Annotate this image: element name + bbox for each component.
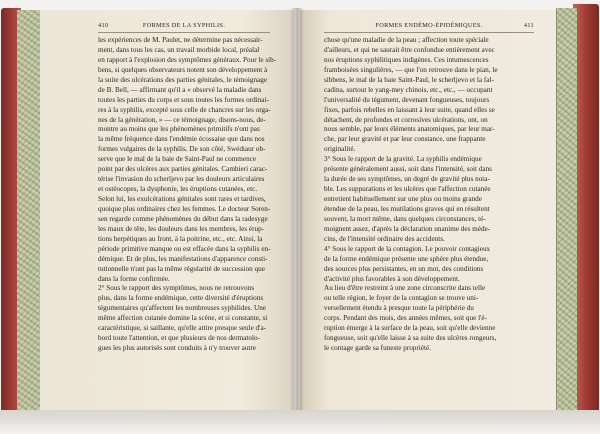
text-line: chose qu'une maladie de la peau ; affection toute spéciale: [324, 36, 489, 44]
text-line: et ostéocopes, la dysphonie, les éruptions cutanées, etc.: [98, 185, 258, 194]
text-line: de la forme endémique présente une sphère plus étendue,: [324, 254, 489, 263]
right-page-header: [324, 22, 534, 33]
text-line: caractéristique, si saillante, qu'elle attire presque seule d'a-: [98, 324, 267, 333]
text-line: ble. Les suppurations et les ulcères que l'affection cutanée: [324, 185, 491, 194]
text-line: ment, dans tous les cas, un travail morbide local, préalal: [98, 45, 260, 54]
text-line: framboisées singulières, — que l'on retrouve dans le pian, le: [324, 65, 498, 74]
text-line: sibbens, le mal de la baie Saint-Paul, le scherljevo et la fal-: [324, 75, 494, 84]
text-line: démique. Et de plus, les manifestations d'apparence consti-: [98, 254, 268, 263]
text-line: montre au moins que les phénomènes primitifs n'ont pas: [98, 125, 260, 134]
text-line: des sources plus persistantes, en un mot, des conditions: [324, 264, 484, 273]
text-line: res à la syphilis, excepté sous celle de chancres sur les orga-: [98, 105, 271, 114]
text-line: corps. Pendant des mois, des années mêmes, soit que l'é-: [324, 314, 487, 323]
text-line: en rapport à l'explosion des symptômes généraux. Pour le sib-: [98, 55, 277, 64]
text-line: versellement étendu à presque toute la périphérie du: [324, 304, 474, 313]
text-line: bord toute l'attention, et que plusieurs de nos dermatolo-: [98, 334, 260, 343]
text-line: nes de la génération, » — ce témoignage, disons-nous, de-: [98, 115, 266, 124]
right-page: [300, 10, 556, 412]
text-line: Selon lui, les exulcérations génitales sont rares et tardives,: [98, 195, 266, 203]
text-line: térise l'invasion du scherljevo par les douleurs articulaires: [98, 175, 265, 184]
text-line: point par des ulcères aux parties génitales. Cambieri carac-: [98, 165, 268, 174]
text-line: Au lieu d'être restreint à une zone circonscrite dans telle: [324, 284, 486, 293]
text-line: de B. Bell, — affirmant qu'il a « observé la maladie dans: [98, 85, 262, 94]
text-line: fongueuse, soit qu'elle laisse à sa suite des ulcères rongeurs,: [324, 334, 497, 343]
text-line: moignent assez, d'après la déclaration unanime des méde-: [324, 224, 491, 233]
text-line: d'ailleurs, et qui ne saurait être confondue entièrement avec: [324, 45, 495, 54]
text-line: 4° Sous le rapport de la contagion. Le pouvoir contagieux: [324, 244, 491, 253]
text-line: dans la forme confirmée.: [98, 274, 170, 283]
text-line: ruption émerge à la surface de la peau, soit qu'elle devienne: [324, 324, 496, 333]
text-line: période primitive manque ou est effacée dans la syphilis en-: [98, 244, 271, 253]
text-line: cadina, surtout le yang-mey chinois, etc., etc., — occupant: [324, 85, 493, 94]
text-line: même affection cutanée domine la scène, et si constante, si: [98, 314, 268, 323]
text-line: fixes, parfois rebelles en laissant à leur suite, quand elles se: [324, 105, 495, 114]
text-line: entretient habituellement sur une plus ou moins grande: [324, 195, 482, 203]
marbled-endpaper-right: [556, 8, 577, 412]
page-number: 410: [98, 22, 109, 29]
right-page-text: [324, 36, 532, 354]
text-line: le contage garde sa funeste propriété.: [324, 344, 431, 353]
text-line: 2° Sous le rapport des symptômes, nous ne retrouvons: [98, 284, 254, 293]
text-line: formes vulgaires de la syphilis. De son côté, Swédiaur ob-: [98, 145, 266, 154]
text-line: cins, de l'intensité ordinaire des accidents.: [324, 234, 445, 243]
text-line: les maux de tête, les douleurs dans les membres, les érup-: [98, 224, 265, 233]
text-line: nous semble, par leurs éléments anatomiques, par leur mar-: [324, 125, 495, 134]
text-line: l'universalité du tégument, devenant fongueuses, toujours: [324, 95, 490, 104]
text-line: la suite des ulcérations des parties génitales, le témoignage: [98, 75, 268, 84]
text-line: étendue de la peau, les mutilations graves qui en résultent: [324, 204, 490, 213]
left-page-text: [98, 36, 290, 354]
text-line: les expériences de M. Paulet, ne détermine pas nécessair-: [98, 36, 263, 44]
text-line: sen regarde comme phénomènes du début dans la radesyge: [98, 214, 268, 223]
table-surface: [0, 410, 600, 434]
left-page-header: [98, 22, 270, 33]
text-line: tégumentaires qu'affectent les nombreuses syphilides. Une: [98, 304, 267, 313]
page-number: 411: [523, 22, 534, 29]
text-line: d'activité plus favorables à son développement.: [324, 274, 460, 283]
text-line: toutes les parties du corps et sous toutes les formes ordinai-: [98, 95, 269, 104]
marbled-endpaper-left: [17, 10, 42, 410]
text-line: tions herpétiques au front, à la poitrine, etc., etc. Ainsi, la: [98, 234, 263, 243]
text-line: détachent, de profondes et corrosives ulcérations, ont, on: [324, 115, 488, 124]
text-line: bens, si quelques observateurs notent son développement à: [98, 65, 268, 74]
text-line: originalité.: [324, 145, 356, 154]
text-line: gues les plus autorisés sont conduits à n'y trouver autre: [98, 344, 256, 353]
left-page: [40, 10, 294, 410]
text-line: la même fréquence dans l'endémie écossaise que dans nos: [98, 135, 265, 144]
text-line: souvent, la mort même, dans quelques circonstances, té-: [324, 214, 486, 223]
text-line: serve que le mal de la baie de Saint-Paul ne commence: [98, 155, 257, 164]
text-line: 3° Sous le rapport de la gravité. La syphilis endémique: [324, 155, 482, 164]
book-gutter: [290, 8, 304, 416]
text-line: ou telle région, le foyer de la contagion se trouve uni-: [324, 294, 479, 303]
text-line: présente généralement aussi, soit dans l'intensité, soit dans: [324, 165, 492, 174]
text-line: quoique plus ordinaires chez les femmes. Le docteur Soren-: [98, 204, 271, 213]
text-line: plus, dans la forme endémique, cette diversité d'éruptions: [98, 294, 264, 303]
running-head: FORMES DE LA SYPHILIS.: [142, 22, 226, 29]
running-head: FORMES ENDÉMO-ÉPIDÉMIQUES.: [375, 22, 483, 29]
text-line: la durée de ses symptômes, un degré de gravité plus nota-: [324, 175, 490, 184]
text-line: che, par leur gravité et par leur constance, une frappante: [324, 135, 486, 144]
text-line: tutionnelle n'ont pas la même régularité de succession que: [98, 264, 265, 273]
text-line: nos éruptions syphilitiques indigènes. Ces intumescences: [324, 55, 489, 64]
